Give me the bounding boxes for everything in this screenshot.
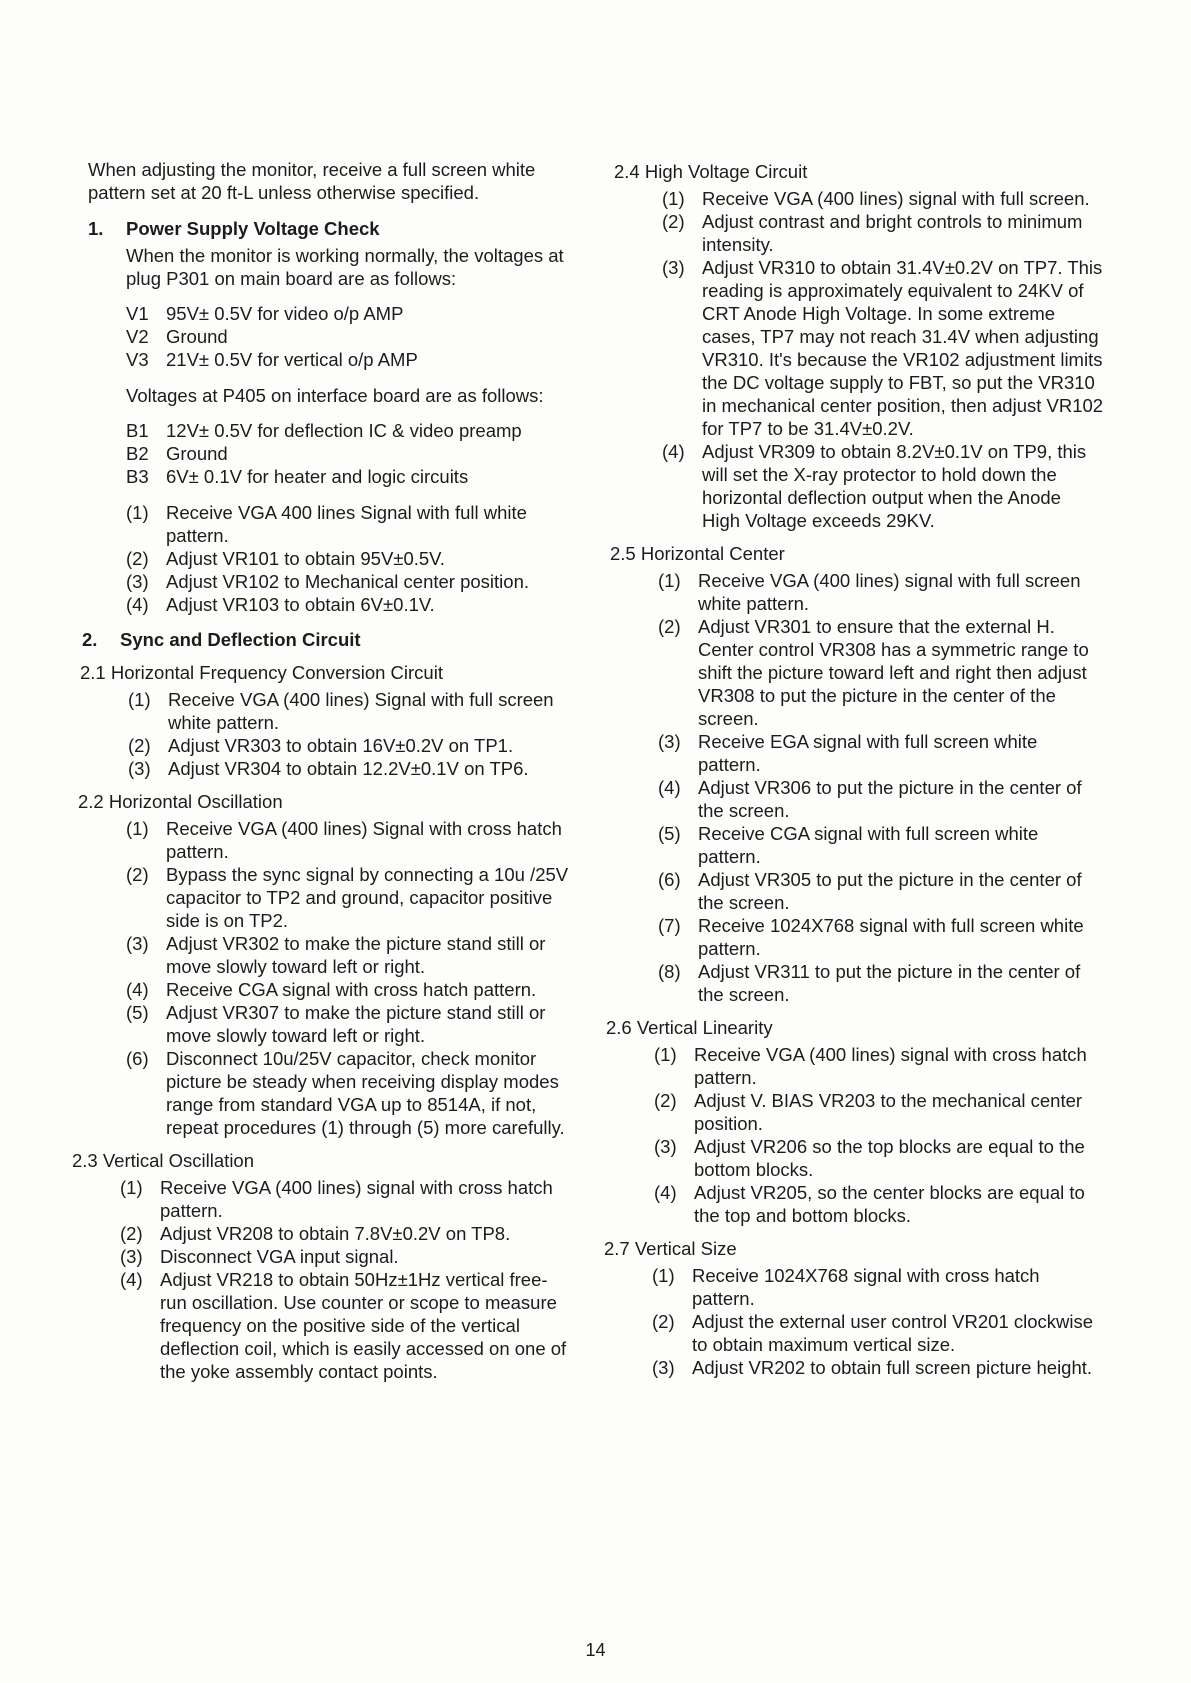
step-text: Receive VGA (400 lines) Signal with full screen white pattern. xyxy=(168,689,554,733)
subsection-2-2 xyxy=(78,790,572,1139)
step-number: (1) xyxy=(662,188,685,209)
paragraph: Voltages at P405 on interface board are as follows: xyxy=(126,385,544,406)
subsection-title: 2.2 Horizontal Oscillation xyxy=(78,791,283,812)
step-text: Receive EGA signal with full screen white pattern. xyxy=(698,731,1038,775)
step-number: (3) xyxy=(120,1246,143,1267)
list-item xyxy=(120,1176,572,1222)
step-text: Adjust VR303 to obtain 16V±0.2V on TP1. xyxy=(168,735,514,756)
list-item xyxy=(658,868,1104,914)
step-number: (1) xyxy=(126,818,149,839)
list-item xyxy=(126,978,572,1001)
section-1-heading xyxy=(88,217,572,240)
subsection-2-3 xyxy=(72,1149,572,1383)
voltage-value: 6V± 0.1V for heater and logic circuits xyxy=(166,466,469,487)
step-text: Receive 1024X768 signal with cross hatch pattern. xyxy=(692,1265,1040,1309)
list-item xyxy=(126,593,572,616)
step-number: (3) xyxy=(126,933,149,954)
voltage-row xyxy=(126,302,572,325)
section-2 xyxy=(72,628,572,1383)
step-text: Receive CGA signal with cross hatch pattern. xyxy=(166,979,537,1000)
step-text: Receive VGA (400 lines) signal with cross hatch pattern. xyxy=(694,1044,1087,1088)
list-item xyxy=(658,822,1104,868)
list-item xyxy=(658,776,1104,822)
step-text: Receive CGA signal with full screen white pattern. xyxy=(698,823,1039,867)
step-text: Receive VGA (400 lines) signal with cross hatch pattern. xyxy=(160,1177,553,1221)
step-text: Adjust VR218 to obtain 50Hz±1Hz vertical free-run oscillation. Use counter or scope to measure frequency on the positive side of the vertical deflection coil, which is easily accessed on one of the yoke assembly contact points. xyxy=(160,1269,567,1382)
step-number: (5) xyxy=(658,823,681,844)
voltage-list-interface xyxy=(126,419,572,488)
step-number: (4) xyxy=(658,777,681,798)
step-text: Bypass the sync signal by connecting a 10u /25V capacitor to TP2 and ground, capacitor positive side is on TP2. xyxy=(166,864,569,931)
step-text: Adjust VR307 to make the picture stand still or move slowly toward left or right. xyxy=(166,1002,546,1046)
list-item xyxy=(652,1264,1104,1310)
step-list xyxy=(652,1264,1104,1379)
voltage-value: Ground xyxy=(166,443,228,464)
list-item xyxy=(662,187,1104,210)
step-text: Adjust V. BIAS VR203 to the mechanical center position. xyxy=(694,1090,1083,1134)
voltage-key: V1 xyxy=(126,303,149,324)
list-item xyxy=(126,932,572,978)
voltage-row xyxy=(126,442,572,465)
step-list xyxy=(126,817,572,1139)
step-text: Adjust VR310 to obtain 31.4V±0.2V on TP7. This reading is approximately equivalent to 24KV of CRT Anode High Voltage. In some extreme cases, TP7 may not reach 31.4V when adjusting VR310. It's because the VR102 adjustment limits the DC voltage supply to FBT, so put the VR310 in mechanical center position, then adjust VR102 for TP7 to be 31.4V±0.2V. xyxy=(702,257,1104,439)
list-item xyxy=(126,1047,572,1139)
step-list xyxy=(654,1043,1104,1227)
list-item xyxy=(662,256,1104,440)
step-text: Receive 1024X768 signal with full screen white pattern. xyxy=(698,915,1084,959)
step-number: (3) xyxy=(128,758,151,779)
section-2-heading xyxy=(82,628,572,651)
voltage-list-main xyxy=(126,302,572,371)
intro-paragraph: When adjusting the monitor, receive a full screen white pattern set at 20 ft-L unless otherwise specified. xyxy=(88,159,536,203)
step-number: (4) xyxy=(662,441,685,462)
subsection-2-7 xyxy=(604,1237,1104,1379)
step-text: Adjust the external user control VR201 clockwise to obtain maximum vertical size. xyxy=(692,1311,1094,1355)
step-text: Adjust VR304 to obtain 12.2V±0.1V on TP6. xyxy=(168,758,529,779)
subsection-2-5 xyxy=(610,542,1104,1006)
list-item xyxy=(128,757,572,780)
step-text: Adjust VR309 to obtain 8.2V±0.1V on TP9, this will set the X-ray protector to hold down the horizontal deflection output when the Anode High Voltage exceeds 29KV. xyxy=(702,441,1087,531)
step-text: Adjust VR208 to obtain 7.8V±0.2V on TP8. xyxy=(160,1223,511,1244)
step-number: (1) xyxy=(658,570,681,591)
voltage-value: Ground xyxy=(166,326,228,347)
step-number: (4) xyxy=(126,979,149,1000)
step-text: Adjust VR102 to Mechanical center position. xyxy=(166,571,530,592)
step-list xyxy=(128,688,572,780)
step-number: (1) xyxy=(120,1177,143,1198)
list-item xyxy=(652,1310,1104,1356)
voltage-key: B1 xyxy=(126,420,149,441)
step-text: Adjust VR302 to make the picture stand still or move slowly toward left or right. xyxy=(166,933,546,977)
step-text: Adjust contrast and bright controls to minimum intensity. xyxy=(702,211,1083,255)
step-number: (2) xyxy=(658,616,681,637)
list-item xyxy=(120,1245,572,1268)
step-number: (2) xyxy=(120,1223,143,1244)
list-item xyxy=(126,547,572,570)
step-text: Adjust VR311 to put the picture in the center of the screen. xyxy=(698,961,1081,1005)
list-item xyxy=(120,1222,572,1245)
section-title: Sync and Deflection Circuit xyxy=(120,629,361,650)
list-item xyxy=(654,1043,1104,1089)
list-item xyxy=(126,817,572,863)
list-item xyxy=(658,914,1104,960)
step-number: (2) xyxy=(126,864,149,885)
list-item xyxy=(658,569,1104,615)
section-number: 2. xyxy=(82,629,98,650)
list-item xyxy=(126,863,572,932)
voltage-key: B2 xyxy=(126,443,149,464)
subsection-title: 2.5 Horizontal Center xyxy=(610,543,785,564)
step-text: Adjust VR101 to obtain 95V±0.5V. xyxy=(166,548,445,569)
step-number: (4) xyxy=(654,1182,677,1203)
section-1 xyxy=(72,217,572,616)
list-item xyxy=(126,501,572,547)
step-text: Adjust VR202 to obtain full screen picture height. xyxy=(692,1357,1093,1378)
subsection-2-6 xyxy=(606,1016,1104,1227)
list-item xyxy=(662,210,1104,256)
subsection-2-4 xyxy=(614,160,1104,532)
step-number: (3) xyxy=(658,731,681,752)
step-text: Receive VGA 400 lines Signal with full white pattern. xyxy=(166,502,527,546)
step-text: Receive VGA (400 lines) Signal with cross hatch pattern. xyxy=(166,818,562,862)
subsection-title: 2.7 Vertical Size xyxy=(604,1238,737,1259)
step-text: Receive VGA (400 lines) signal with full screen. xyxy=(702,188,1090,209)
step-number: (1) xyxy=(652,1265,675,1286)
step-text: Adjust VR103 to obtain 6V±0.1V. xyxy=(166,594,435,615)
step-number: (2) xyxy=(126,548,149,569)
voltage-key: V2 xyxy=(126,326,149,347)
step-number: (6) xyxy=(126,1048,149,1069)
step-number: (7) xyxy=(658,915,681,936)
list-item xyxy=(120,1268,572,1383)
subsection-title: 2.1 Horizontal Frequency Conversion Circuit xyxy=(80,662,443,683)
section-number: 1. xyxy=(88,218,104,239)
list-item xyxy=(126,1001,572,1047)
step-text: Disconnect 10u/25V capacitor, check monitor picture be steady when receiving display modes range from standard VGA up to 8514A, if not, repeat procedures (1) through (5) more carefully. xyxy=(166,1048,565,1138)
left-column xyxy=(72,158,572,1383)
step-number: (1) xyxy=(126,502,149,523)
page-number: 14 xyxy=(585,1640,606,1660)
list-item xyxy=(658,960,1104,1006)
list-item xyxy=(652,1356,1104,1379)
paragraph: When the monitor is working normally, the voltages at plug P301 on main board are as follows: xyxy=(126,245,564,289)
voltage-row xyxy=(126,348,572,371)
step-number: (2) xyxy=(128,735,151,756)
list-item xyxy=(658,730,1104,776)
subsection-title: 2.6 Vertical Linearity xyxy=(606,1017,773,1038)
step-number: (5) xyxy=(126,1002,149,1023)
voltage-value: 12V± 0.5V for deflection IC & video preamp xyxy=(166,420,522,441)
step-text: Adjust VR205, so the center blocks are equal to the top and bottom blocks. xyxy=(694,1182,1085,1226)
step-list xyxy=(662,187,1104,532)
voltage-value: 21V± 0.5V for vertical o/p AMP xyxy=(166,349,418,370)
subsection-2-1 xyxy=(80,661,572,780)
step-number: (2) xyxy=(662,211,685,232)
step-list xyxy=(658,569,1104,1006)
step-text: Adjust VR206 so the top blocks are equal to the bottom blocks. xyxy=(694,1136,1085,1180)
list-item xyxy=(662,440,1104,532)
step-number: (4) xyxy=(126,594,149,615)
list-item xyxy=(658,615,1104,730)
list-item xyxy=(126,570,572,593)
step-number: (3) xyxy=(662,257,685,278)
list-item xyxy=(654,1181,1104,1227)
voltage-key: V3 xyxy=(126,349,149,370)
subsection-title: 2.3 Vertical Oscillation xyxy=(72,1150,255,1171)
step-number: (6) xyxy=(658,869,681,890)
section-1-body xyxy=(126,244,572,616)
subsection-title: 2.4 High Voltage Circuit xyxy=(614,161,808,182)
step-text: Adjust VR306 to put the picture in the center of the screen. xyxy=(698,777,1082,821)
step-text: Receive VGA (400 lines) signal with full screen white pattern. xyxy=(698,570,1081,614)
voltage-key: B3 xyxy=(126,466,149,487)
step-number: (1) xyxy=(128,689,151,710)
step-list xyxy=(120,1176,572,1383)
step-number: (4) xyxy=(120,1269,143,1290)
step-number: (3) xyxy=(126,571,149,592)
section-title: Power Supply Voltage Check xyxy=(126,218,380,239)
list-item xyxy=(128,734,572,757)
step-text: Disconnect VGA input signal. xyxy=(160,1246,399,1267)
voltage-row xyxy=(126,465,572,488)
step-number: (2) xyxy=(652,1311,675,1332)
step-number: (8) xyxy=(658,961,681,982)
step-number: (1) xyxy=(654,1044,677,1065)
voltage-row xyxy=(126,419,572,442)
step-text: Adjust VR301 to ensure that the external H. Center control VR308 has a symmetric range to shift the picture toward left and right then adjust VR308 to put the picture in the center of the screen. xyxy=(698,616,1089,729)
step-list xyxy=(126,501,572,616)
voltage-row xyxy=(126,325,572,348)
list-item xyxy=(654,1089,1104,1135)
list-item xyxy=(654,1135,1104,1181)
voltage-value: 95V± 0.5V for video o/p AMP xyxy=(166,303,404,324)
step-number: (2) xyxy=(654,1090,677,1111)
right-column xyxy=(604,160,1104,1379)
step-text: Adjust VR305 to put the picture in the center of the screen. xyxy=(698,869,1082,913)
step-number: (3) xyxy=(652,1357,675,1378)
list-item xyxy=(128,688,572,734)
step-number: (3) xyxy=(654,1136,677,1157)
